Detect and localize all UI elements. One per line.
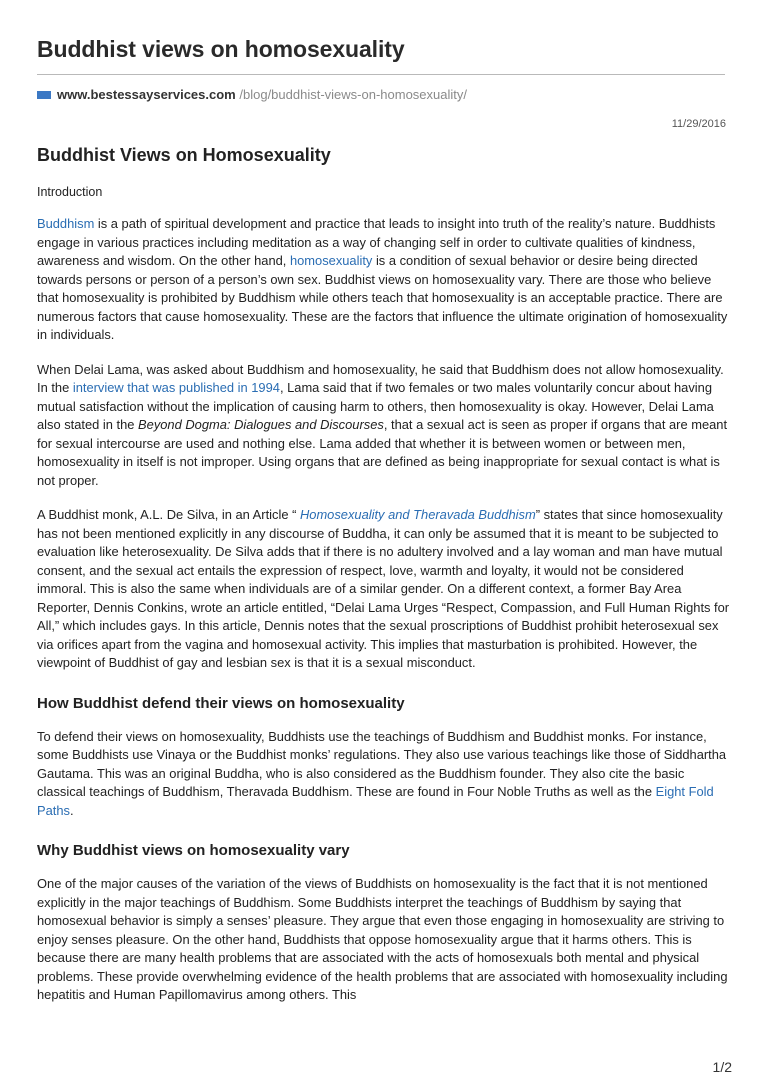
book-title: Beyond Dogma: Dialogues and Discourses xyxy=(138,417,384,432)
article-title: Buddhist Views on Homosexuality xyxy=(37,145,331,165)
source-url[interactable] xyxy=(37,87,467,102)
paragraph-2: When Delai Lama, was asked about Buddhism and homosexuality, he said that Buddhism does not allow homosexuality. In the interview that was published in 1994, Lama said that if two females or two males voluntarily concur about having mutual satisfaction without the implication of causing harm to others, then homosexuality is okay. However, Delai Lama also stated in the Beyond Dogma: Dialogues and Discourses, that a sexual act is seen as proper if organs that are meant for sexual intercourse are used and nothing else. Lama added that whether it is between women or between men, homosexuality in itself is not improper. Using organs that are defined as being inappropriate for sexual contact is what is not proper. xyxy=(37,361,728,488)
link-icon xyxy=(37,91,51,99)
page-number: 1/2 xyxy=(712,1059,732,1075)
link-homosexuality[interactable]: homosexuality xyxy=(289,253,373,268)
section-heading-defend: How Buddhist defend their views on homosexuality xyxy=(37,694,405,712)
title-divider xyxy=(37,74,725,75)
source-path[interactable]: /blog/buddhist-views-on-homosexuality/ xyxy=(239,87,467,102)
link-interview-1994[interactable]: interview that was published in 1994 xyxy=(72,380,280,395)
document-date: 11/29/2016 xyxy=(671,118,726,130)
paragraph-3: A Buddhist monk, A.L. De Silva, in an Article “ Homosexuality and Theravada Buddhism” states that since homosexuality has not been mentioned explicitly in any discourse of Buddha, it can only be assumed that it is meant to be subjected to evaluation like heterosexuality. De Silva adds that if there is no adultery involved and a lay woman and man have mutual consent, and the sexual act entails the expression of respect, love, warmth and loyalty, it would not be considered immoral. This is also the same when individuals are of a similar gender. On a different context, a former Bay Area Reporter, Dennis Conkins, wrote an article entitled, “Delai Lama Urges “Respect, Compassion, and Full Human Rights for All,” which includes gays. In this article, Dennis notes that the sexual proscriptions of Buddhist prohibit heterosexual sex via orifices apart from the vagina and homosexual activity. This implies that masturbation is prohibited. However, the viewpoint of Buddhist of gay and lesbian sex is that it is a sexual misconduct. xyxy=(37,507,730,670)
paragraph-4: To defend their views on homosexuality, Buddhists use the teachings of Buddhism and Buddhist monks. For instance, some Buddhists use Vinaya or the Buddhist monks’ regulations. They also use various teachings like those of Siddhartha Gautama. This was an original Buddha, who is also considered as the Buddhism founder. They also cite the basic classical teachings of Buddhism, Theravada Buddhism. These are found in Four Noble Truths as well as the Eight Fold Paths. xyxy=(37,728,727,818)
section-heading-vary: Why Buddhist views on homosexuality vary xyxy=(37,842,350,859)
source-domain[interactable]: www.bestessayservices.com xyxy=(57,87,236,102)
article-body xyxy=(37,145,731,1005)
link-theravada-article[interactable]: Homosexuality and Theravada Buddhism xyxy=(299,507,536,522)
link-buddhism[interactable]: Buddhism xyxy=(37,216,95,231)
intro-label: Introduction xyxy=(37,185,103,199)
document-title: Buddhist views on homosexuality xyxy=(37,36,405,62)
paragraph-1: Buddhism is a path of spiritual development and practice that leads to insight into truth of the reality’s nature. Buddhists engage in various practices including meditation as a way of changing self in order to cultivate qualities of kindness, awareness and wisdom. On the other hand, homosexuality is a condition of sexual behavior or desire being directed towards persons or person of a person’s own sex. Buddhist views on homosexuality vary. There are those who believe that homosexuality is prohibited by Buddhism while others teach that homosexuality is an acceptable practice. There are numerous factors that cause homosexuality. These are the factors that influence the ultimate origination of homosexuality in individuals. xyxy=(37,216,728,342)
paragraph-5: One of the major causes of the variation of the views of Buddhists on homosexuality is the fact that it is not mentioned explicitly in the major teachings of Buddhism. Some Buddhists interpret the teachings of Buddhism by saying that homosexual behavior is simply a senses’ pleasure. They argue that even those engaging in homosexuality are striving to enjoy senses pleasure. On the other hand, Buddhists that oppose homosexuality argue that it harms others. This is because there are many health problems that are associated with the acts of homosexuals both mental and physical problems. These provide overwhelming evidence of the health problems that are associated with homosexuality including hepatitis and Human Papillomavirus among others. This xyxy=(37,876,728,1002)
link-eight-fold-paths[interactable]: Eight Fold Paths xyxy=(37,784,714,818)
